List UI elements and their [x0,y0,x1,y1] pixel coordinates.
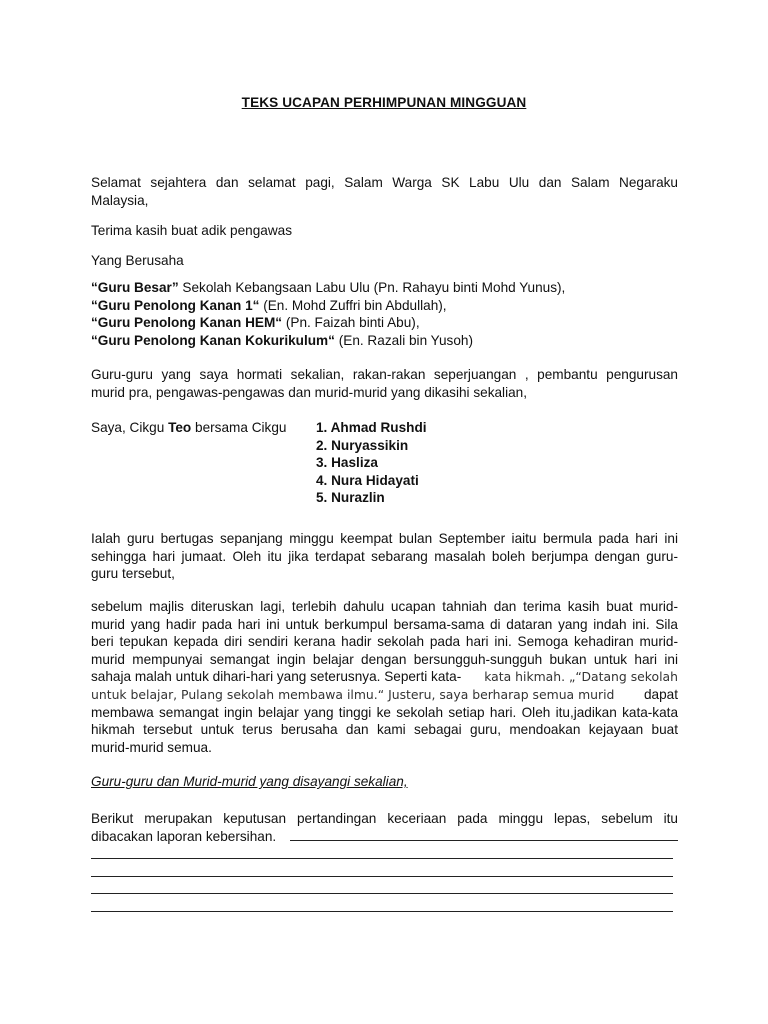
main-line: murid mempunyai semangat ingin belajar dengan bersungguh-sungguh bukan untuk hari ini [91,651,678,667]
address-line: Guru-guru dan Murid-murid yang disayangi sekalian, [91,774,408,789]
duty-line: guru tersebut, [91,566,175,582]
duty-teacher-item: 3. Hasliza [316,455,378,471]
greeting-paragraph [91,174,678,209]
blank-fill-line [290,840,678,841]
staff-detail: Sekolah Kebangsaan Labu Ulu (Pn. Rahayu binti Mohd Yunus), [178,280,566,295]
staff-role: “Guru Besar” [91,280,179,295]
staff-detail: (En. Razali bin Yusoh) [334,332,473,348]
duty-line: Ialah guru bertugas sepanjang minggu keempat bulan September iaitu bermula pada hari ini [91,531,678,546]
staff-entry [91,297,678,315]
main-line [91,686,678,704]
main-line [91,668,678,686]
staff-list [91,279,678,349]
honorific-line: Yang Berusaha [91,253,184,268]
staff-entry [91,332,678,350]
duty-intro-before: Saya, Cikgu [91,420,169,435]
results-line-1: Berikut merupakan keputusan pertandingan keceriaan pada minggu lepas, sebelum itu [91,811,678,826]
blank-fill-line [91,858,673,859]
main-line: murid-murid semua. [91,739,212,755]
blank-fill-line [91,876,673,877]
staff-role: “Guru Penolong Kanan Kokurikulum“ [91,332,335,348]
duty-line: sehingga hari jumaat. Oleh itu jika terdapat sebarang masalah boleh berjumpa dengan guru- [91,548,678,564]
results-line-2: dibacakan laporan kebersihan. [91,828,277,844]
main-line: hikmah tersebut untuk terus berusaha dan kami sebagai guru, mendoakan kejayaan buat [91,722,678,738]
main-paragraph [91,598,678,756]
staff-role: “Guru Penolong Kanan 1“ [91,297,260,313]
thanks-line: Terima kasih buat adik pengawas [91,223,292,238]
document-title: TEKS UCAPAN PERHIMPUNAN MINGGUAN [241,95,527,110]
duty-teacher-item: 1. Ahmad Rushdi [316,420,427,435]
staff-detail: (En. Mohd Zuffri bin Abdullah), [259,297,447,313]
main-line: beri tepukan kepada diri sendiri kerana hadir sekolah pada hari ini. Semoga kehadiran murid- [91,634,678,650]
staff-role: “Guru Penolong Kanan HEM“ [91,315,283,331]
main-line: membawa semangat ingin belajar yang tinggi ke sekolah setiap hari. Oleh itu,jadikan kata-kata [91,704,678,720]
main-line-part: dapat [643,686,678,702]
respect-paragraph [91,366,678,401]
staff-entry [91,314,678,332]
staff-entry [91,279,678,297]
respect-line-1: Guru-guru yang saya hormati sekalian, rakan-rakan seperjuangan , pembantu pengurusan [91,367,678,382]
duty-paragraph [91,530,678,583]
duty-intro-after: bersama Cikgu [191,420,287,435]
duty-teacher-item: 4. Nura Hidayati [316,472,419,488]
greeting-line-2: Malaysia, [91,192,149,208]
main-line-part: sahaja malah untuk dihari-hari yang seterusnya. Seperti kata- [91,669,462,685]
duty-teacher-list [316,419,427,507]
main-line-quote: untuk belajar, Pulang sekolah membawa ilmu.“ Justeru, saya berharap semua murid [91,686,615,702]
blank-fill-line [91,893,673,894]
staff-detail: (Pn. Faizah binti Abu), [282,315,420,331]
duty-teacher-item: 2. Nuryassikin [316,437,409,453]
duty-teacher-item: 5. Nurazlin [316,490,385,506]
blank-fill-line [91,911,673,912]
respect-line-2: murid pra, pengawas-pengawas dan murid-murid yang dikasihi sekalian, [91,384,527,400]
main-line: murid yang hadir pada hari ini untuk berkumpul bersama-sama di dataran yang indah ini. Sila [91,616,678,632]
duty-intro-name: Teo [168,420,192,435]
greeting-line-1: Selamat sejahtera dan selamat pagi, Salam Warga SK Labu Ulu dan Salam Negaraku [91,175,678,190]
main-line: sebelum majlis diteruskan lagi, terlebih dahulu ucapan tahniah dan terima kasih buat murid- [91,599,678,614]
main-line-quote: kata hikmah. „“Datang sekolah [484,669,678,685]
